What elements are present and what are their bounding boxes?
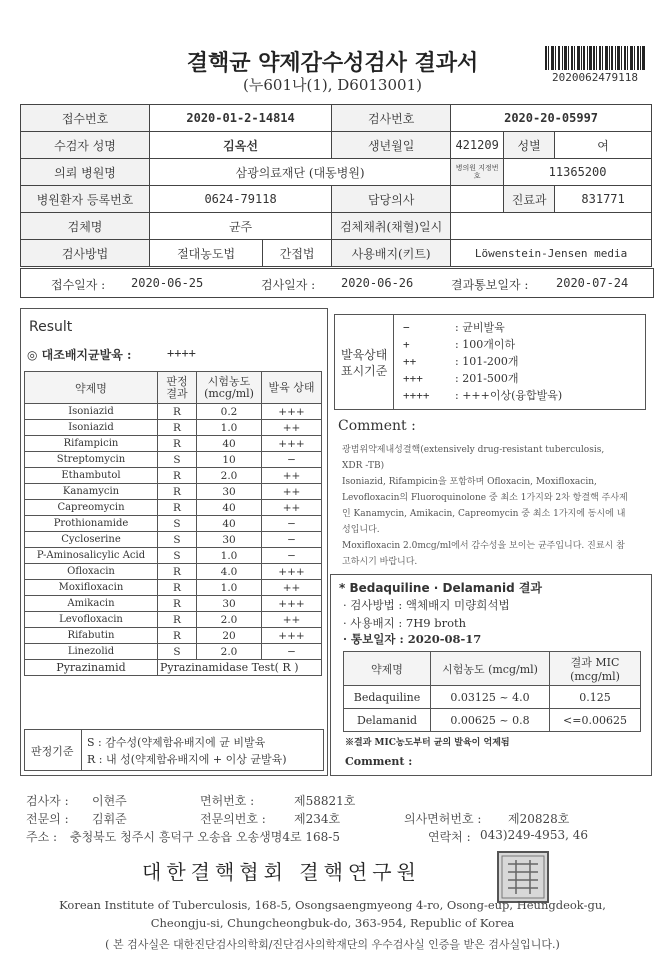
drug-drug: Ofloxacin: [25, 564, 158, 580]
drug-judge: R: [158, 580, 197, 596]
drug-conc: 2.0: [197, 612, 262, 628]
growth-legend-item: [403, 370, 562, 387]
comment-line: 광범위약제내성결핵(extensively drug-resistant tuberculosis,: [342, 445, 605, 455]
growth-legend-item: [403, 353, 562, 370]
mic-row: [344, 709, 641, 732]
drug-growth: −: [262, 532, 322, 548]
growth-legend-item: [403, 387, 562, 404]
legend-symbol: +: [403, 338, 410, 351]
drug-result-table: [24, 371, 322, 676]
result-panel: [20, 308, 328, 776]
drug-row: [25, 596, 322, 612]
result-heading: Result: [29, 319, 73, 335]
barcode-number: 2020062479118: [551, 71, 639, 84]
collect-label: 검체채취(채혈)일시: [332, 213, 451, 240]
mic-table: [343, 651, 641, 732]
comment-line: Moxifloxacin 2.0mcg/ml에서 감수성을 보이는 균주입니다. 진료시 참: [342, 541, 625, 551]
mic-drug: Delamanid: [344, 709, 431, 732]
drug-conc: 0.2: [197, 404, 262, 420]
exam-no-label: 검사번호: [332, 105, 451, 132]
growth-legend-box: [334, 314, 646, 410]
drug-growth: ++: [262, 612, 322, 628]
bdq-comment-label: Comment :: [345, 755, 413, 768]
drug-drug: Isoniazid: [25, 404, 158, 420]
control-growth-value: ++++: [167, 346, 196, 360]
drug-conc: 1.0: [197, 548, 262, 564]
english-address-1: Korean Institute of Tuberculosis, 168-5, Osongsaengmyeong 4-ro, Osong-eup, Heungdeok-gu,: [59, 898, 606, 912]
phone: 043)249-4953, 46: [480, 828, 588, 842]
drug-judge: R: [158, 420, 197, 436]
drug-row: [25, 644, 322, 660]
reg-no: 0624-79118: [150, 186, 332, 213]
drug-growth: +++: [262, 404, 322, 420]
drug-drug: Levofloxacin: [25, 612, 158, 628]
specimen-label: 검체명: [21, 213, 150, 240]
legend-desc: : 균비발육: [455, 321, 505, 334]
dates-row: [20, 268, 654, 298]
specialist-no-label: 전문의번호 :: [200, 812, 266, 826]
dept: 831771: [555, 186, 652, 213]
notice-date-label: 결과통보일자 :: [451, 278, 529, 292]
drug-growth: −: [262, 644, 322, 660]
drug-growth: ++: [262, 420, 322, 436]
drug-row: [25, 548, 322, 564]
drug-conc: 1.0: [197, 420, 262, 436]
drug-conc: 2.0: [197, 644, 262, 660]
phone-label: 연락처 :: [428, 830, 471, 844]
pza-drug: Pyrazinamid: [25, 660, 158, 676]
legend-symbol: +++: [403, 372, 423, 385]
drug-row: [25, 436, 322, 452]
drug-growth: −: [262, 516, 322, 532]
mic-mic: 0.125: [550, 686, 641, 709]
receipt-no-label: 접수번호: [21, 105, 150, 132]
drug-row: [25, 500, 322, 516]
bdq-medium: · 사용배지 : 7H9 broth: [343, 616, 467, 630]
drug-judge: R: [158, 468, 197, 484]
comment-line: XDR -TB): [342, 461, 385, 471]
legend-symbol: −: [403, 321, 410, 334]
growth-legend-label: 발육상태 표시기준: [341, 348, 388, 378]
organization-name: 대한결핵협회 결핵연구원: [142, 860, 421, 884]
seal-stamp-icon: [496, 850, 550, 904]
col-judge: 판정 결과: [158, 372, 197, 404]
bdq-notice-date: · 통보일자 : 2020-08-17: [343, 632, 482, 646]
mic-col-drug: 약제명: [344, 652, 431, 686]
doctor-label: 담당의사: [332, 186, 451, 213]
method-label: 검사방법: [21, 240, 150, 267]
mic-note: ※결과 MIC농도부터 균의 발육이 억제됨: [345, 738, 510, 748]
drug-drug: Linezolid: [25, 644, 158, 660]
col-conc: 시험농도 (mcg/ml): [197, 372, 262, 404]
drug-judge: R: [158, 596, 197, 612]
examiner-label: 검사자 :: [26, 794, 69, 808]
legend-desc: : 100개이하: [455, 338, 516, 351]
certification-note: ( 본 검사실은 대한진단검사의학회/진단검사의학재단의 우수검사실 인증을 받은 검사실입니다.): [105, 938, 560, 951]
specialist-no: 제234호: [294, 812, 341, 826]
drug-judge: R: [158, 612, 197, 628]
mic-row: [344, 686, 641, 709]
drug-judge: S: [158, 532, 197, 548]
drug-growth: ++: [262, 580, 322, 596]
mic-mic: <=0.00625: [550, 709, 641, 732]
mic-conc: 0.03125 ~ 4.0: [431, 686, 550, 709]
recv-date-label: 접수일자 :: [51, 278, 106, 292]
drug-conc: 20: [197, 628, 262, 644]
drug-row: [25, 452, 322, 468]
license-label: 면허번호 :: [200, 794, 255, 808]
examiner-name: 이현주: [92, 794, 127, 808]
drug-judge: S: [158, 548, 197, 564]
bdq-method: · 검사방법 : 액체배지 미량희석법: [343, 598, 510, 612]
drug-judge: S: [158, 644, 197, 660]
exam-no: 2020-20-05997: [451, 105, 652, 132]
bedaquiline-panel: [330, 574, 652, 776]
address-label: 주소 :: [26, 830, 58, 844]
drug-judge: R: [158, 564, 197, 580]
drug-conc: 30: [197, 484, 262, 500]
patient-name-label: 수검자 성명: [21, 132, 150, 159]
pza-result: Pyrazinamidase Test( R ): [158, 660, 322, 676]
criteria-s: S : 감수성(약제함유배지에 균 비발육: [87, 736, 266, 749]
drug-drug: Rifampicin: [25, 436, 158, 452]
drug-row: [25, 404, 322, 420]
receipt-no: 2020-01-2-14814: [150, 105, 332, 132]
criteria-box: [24, 729, 324, 771]
growth-legend-items: [403, 319, 562, 404]
specialist-name: 김휘준: [92, 812, 127, 826]
drug-conc: 30: [197, 532, 262, 548]
test-date: 2020-06-26: [341, 276, 414, 290]
mic-col-conc: 시험농도 (mcg/ml): [431, 652, 550, 686]
patient-info-table: [20, 104, 652, 267]
sex-label: 성별: [504, 132, 555, 159]
drug-conc: 30: [197, 596, 262, 612]
growth-legend-item: [403, 336, 562, 353]
doctor-license-label: 의사면허번호 :: [404, 812, 482, 826]
legend-desc: : 101-200개: [455, 355, 519, 368]
drug-row: [25, 628, 322, 644]
barcode-graphic: [545, 46, 645, 70]
drug-row: [25, 420, 322, 436]
drug-judge: R: [158, 404, 197, 420]
collect-datetime: [451, 213, 652, 240]
criteria-label-cell: [25, 730, 82, 770]
comment-line: 인 Kanamycin, Amikacin, Capreomycin 중 최소 1가지에 동시에 내: [342, 509, 626, 519]
medium-label: 사용배지(키트): [332, 240, 451, 267]
bdq-heading: * Bedaquiline · Delamanid 결과: [339, 581, 543, 595]
comment-line: 고하시기 바랍니다.: [342, 557, 418, 567]
dob-label: 생년월일: [332, 132, 451, 159]
specimen: 균주: [150, 213, 332, 240]
drug-drug: Prothionamide: [25, 516, 158, 532]
col-drug: 약제명: [25, 372, 158, 404]
drug-growth: ++: [262, 500, 322, 516]
drug-growth: +++: [262, 628, 322, 644]
drug-growth: ++: [262, 468, 322, 484]
legend-symbol: ++: [403, 355, 417, 368]
drug-conc: 40: [197, 500, 262, 516]
drug-drug: Moxifloxacin: [25, 580, 158, 596]
drug-drug: Streptomycin: [25, 452, 158, 468]
barcode: [545, 46, 645, 70]
specialist-label: 전문의 :: [26, 812, 69, 826]
english-address-2: Cheongju-si, Chungcheongbuk-do, 363-954, Republic of Korea: [150, 916, 515, 930]
drug-drug: Ethambutol: [25, 468, 158, 484]
document-subtitle: (누601나(1), D6013001): [243, 76, 422, 94]
legend-desc: : 201-500개: [455, 372, 519, 385]
doctor-license-no: 제20828호: [508, 812, 570, 826]
drug-drug: Rifabutin: [25, 628, 158, 644]
dept-label: 진료과: [504, 186, 555, 213]
drug-judge: R: [158, 500, 197, 516]
medium: Löwenstein-Jensen media: [451, 240, 652, 267]
mic-drug: Bedaquiline: [344, 686, 431, 709]
drug-conc: 40: [197, 516, 262, 532]
comment-text: [342, 442, 647, 570]
drug-growth: −: [262, 452, 322, 468]
method-2: 간접법: [263, 240, 332, 267]
address: 충청북도 청주시 흥덕구 오송읍 오송생명4로 168-5: [70, 830, 340, 844]
drug-row: [25, 532, 322, 548]
comment-heading: Comment :: [338, 418, 416, 434]
drug-growth: +++: [262, 564, 322, 580]
drug-judge: S: [158, 452, 197, 468]
sex: 여: [555, 132, 652, 159]
comment-line: Isoniazid, Rifampicin을 포함하며 Ofloxacin, Moxifloxacin,: [342, 477, 597, 487]
drug-growth: −: [262, 548, 322, 564]
drug-row: [25, 468, 322, 484]
license-no: 제58821호: [294, 794, 356, 808]
doctor-name: [451, 186, 504, 213]
growth-legend-item: [403, 319, 562, 336]
drug-growth: +++: [262, 596, 322, 612]
drug-drug: Cycloserine: [25, 532, 158, 548]
criteria-label: 판정기준: [31, 745, 74, 758]
control-growth-label: ◎ 대조배지균발육 :: [27, 348, 132, 362]
document-title: 결핵균 약제감수성검사 결과서: [186, 50, 479, 76]
method-1: 절대농도법: [150, 240, 263, 267]
patient-name: 김옥선: [150, 132, 332, 159]
drug-conc: 40: [197, 436, 262, 452]
drug-judge: R: [158, 628, 197, 644]
drug-drug: Isoniazid: [25, 420, 158, 436]
legend-symbol: ++++: [403, 389, 430, 402]
drug-row: [25, 580, 322, 596]
dob: 421209: [451, 132, 504, 159]
col-growth: 발육 상태: [262, 372, 322, 404]
recv-date: 2020-06-25: [131, 276, 204, 290]
legend-desc: : +++이상(융합발육): [455, 389, 563, 402]
growth-legend-label-cell: [335, 315, 394, 409]
drug-judge: S: [158, 516, 197, 532]
test-date-label: 검사일자 :: [261, 278, 316, 292]
drug-conc: 4.0: [197, 564, 262, 580]
hospital-code-label: 병의원 지정번호: [451, 159, 504, 186]
drug-judge: R: [158, 436, 197, 452]
drug-drug: Kanamycin: [25, 484, 158, 500]
drug-conc: 2.0: [197, 468, 262, 484]
drug-judge: R: [158, 484, 197, 500]
drug-growth: ++: [262, 484, 322, 500]
official-seal: [496, 850, 550, 904]
drug-growth: +++: [262, 436, 322, 452]
drug-drug: P-Aminosalicylic Acid: [25, 548, 158, 564]
drug-row: [25, 612, 322, 628]
comment-line: Levofloxacin의 Fluoroquinolone 중 최소 1가지와 2차 항결핵 주사제: [342, 493, 628, 503]
mic-col-result: 결과 MIC (mcg/ml): [550, 652, 641, 686]
notice-date: 2020-07-24: [556, 276, 629, 290]
mic-conc: 0.00625 ~ 0.8: [431, 709, 550, 732]
comment-line: 성입니다.: [342, 525, 380, 535]
drug-conc: 10: [197, 452, 262, 468]
drug-row: [25, 564, 322, 580]
hospital-name: 삼광의료재단 (대동병원): [150, 159, 451, 186]
hospital-label: 의뢰 병원명: [21, 159, 150, 186]
criteria-r: R : 내 성(약제함유배지에 + 이상 균발육): [87, 753, 287, 766]
hospital-code: 11365200: [504, 159, 652, 186]
drug-drug: Capreomycin: [25, 500, 158, 516]
drug-conc: 1.0: [197, 580, 262, 596]
drug-row: [25, 516, 322, 532]
reg-no-label: 병원환자 등록번호: [21, 186, 150, 213]
drug-drug: Amikacin: [25, 596, 158, 612]
drug-row: [25, 484, 322, 500]
